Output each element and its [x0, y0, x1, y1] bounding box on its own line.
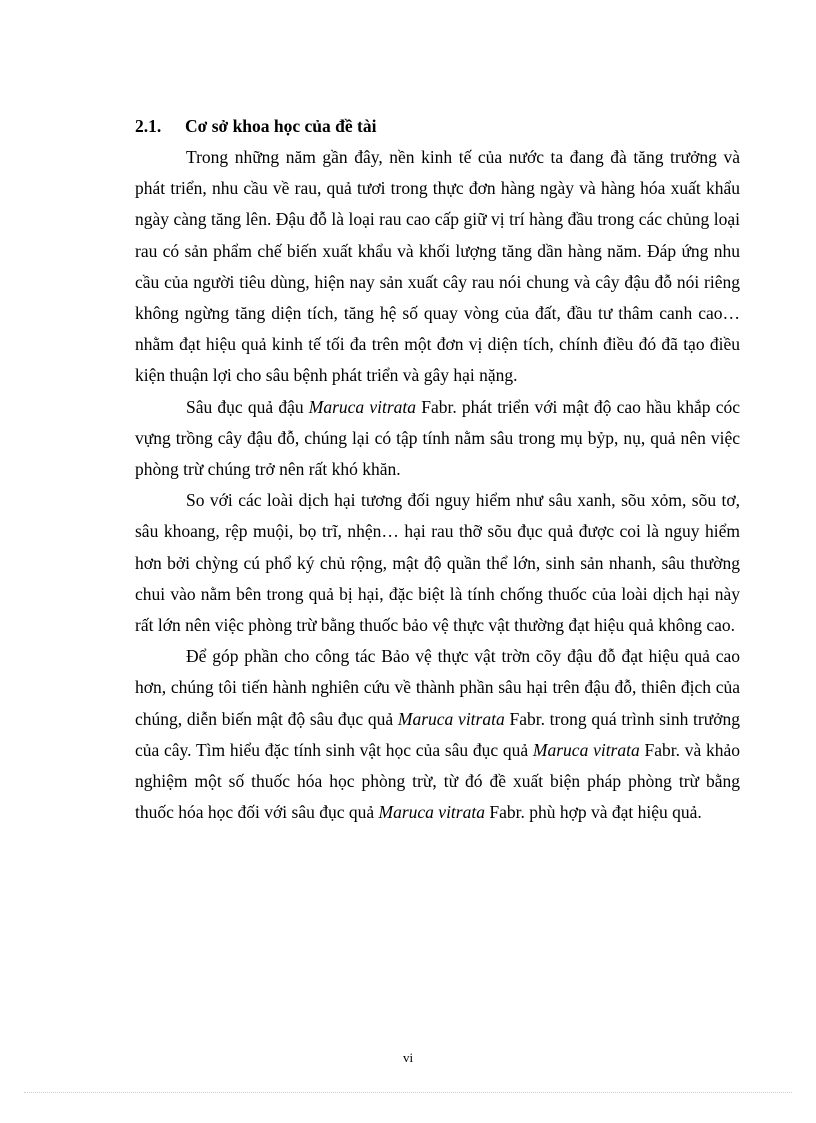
page-bottom-border [24, 1092, 792, 1093]
section-number: 2.1. [135, 116, 162, 136]
body-paragraph [135, 142, 740, 392]
paragraph-text: Fabr. phù hợp và đạt hiệu quả. [484, 802, 702, 823]
paragraph-text: Fabr. và khảo nghiệm một số thuốc hóa học phòng trừ, từ đó đề xuất biện pháp phòng trừ bằng thuốc hóa học đối với sâu đục quả [135, 739, 740, 823]
species-name: Maruca vitrata [397, 708, 505, 729]
section-heading [135, 114, 376, 138]
species-name: Maruca vitrata [378, 802, 485, 823]
paragraph-text: Fabr. trong quá trình sinh trưởng của cây. Tìm hiểu đặc tính sinh vật học của sâu đục quả [135, 708, 740, 760]
body-paragraph [135, 485, 740, 641]
body-text [135, 142, 740, 828]
paragraph-text: Sâu đục quả đậu [186, 396, 309, 417]
body-paragraph [135, 392, 740, 486]
paragraph-text: Để góp phần cho công tác Bảo vệ thực vật trờn cõy đậu đỗ đạt hiệu quả cao hơn, chúng tôi tiến hành nghiên cứu về thành phần sâu hại trên đậu đỗ, thiên địch của chúng, diễn biến mật độ sâu đục quả [135, 646, 740, 729]
page-number: vi [402, 1050, 414, 1065]
section-title: Cơ sở khoa học của đề tài [185, 116, 377, 136]
page-footer [0, 1050, 816, 1066]
species-name: Maruca vitrata [308, 396, 417, 417]
species-name: Maruca vitrata [532, 739, 640, 760]
body-paragraph [135, 641, 740, 828]
paragraph-text: Trong những năm gần đây, nền kinh tế của nước ta đang đà tăng trưởng và phát triển, nhu cầu về rau, quả tươi trong thực đơn hàng ngày và hàng hóa xuất khẩu ngày càng tăng lên. Đậu đỗ là loại rau cao cấp giữ vị trí hàng đầu trong các chủng loại rau có sản phẩm chế biến xuất khẩu và khối lượng tăng dần hàng năm. Đáp ứng nhu cầu của người tiêu dùng, hiện nay sản xuất cây rau nói chung và cây đậu đỗ nói riêng không ngừng tăng diện tích, tăng hệ số quay vòng của đất, đầu tư thâm canh cao… nhằm đạt hiệu quả kinh tế tối đa trên một đơn vị diện tích, chính điều đó đã tạo điều kiện thuận lợi cho sâu bệnh phát triển và gây hại nặng. [135, 147, 740, 386]
paragraph-text: So với các loài dịch hại tương đối nguy hiểm như sâu xanh, sõu xỏm, sõu tơ, sâu khoang, rệp muội, bọ trĩ, nhện… hại rau thỡ sõu đục quả được coi là nguy hiểm hơn bởi chỳng cú phổ ký chủ rộng, mật độ quần thể lớn, sinh sản nhanh, sâu thường chui vào nằm bên trong quả bị hại, đặc biệt là tính chống thuốc của loài dịch hại này rất lớn nên việc phòng trừ bằng thuốc bảo vệ thực vật thường đạt hiệu quả không cao. [135, 490, 740, 636]
paragraph-text: Fabr. phát triển với mật độ cao hầu khắp cóc vựng trồng cây đậu đỗ, chúng lại có tập tính nằm sâu trong mụ bỷp, nụ, quả nên việc phòng trừ chúng trở nên rất khó khăn. [135, 396, 740, 480]
